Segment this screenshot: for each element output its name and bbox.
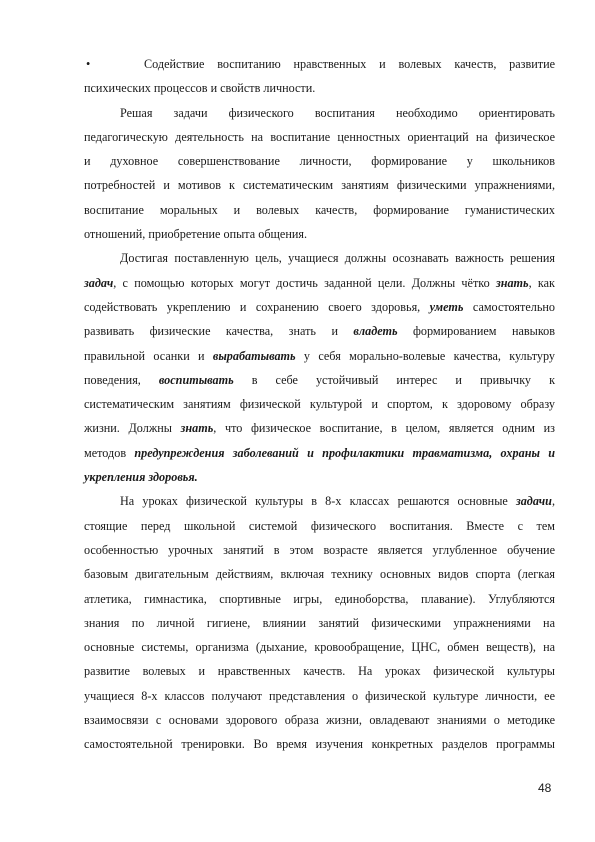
text-run: , как <box>528 275 555 290</box>
p3-line: развитие волевых и нравственных качеств. На уроках физической культуры <box>84 664 555 679</box>
bullet-text-line-1: Содействие воспитанию нравственных и волевых качеств, развитие <box>144 57 555 71</box>
text-run: поведения, <box>84 372 159 387</box>
p2-line-8 <box>84 416 555 440</box>
text-run: , <box>551 494 555 509</box>
bullet-icon: • <box>86 57 91 71</box>
p3-line: атлетика, гимнастика, спортивные игры, единоборства, плавание). Углубляются <box>84 591 555 606</box>
p1-line: потребностей и мотивов к систематическим занятиям физическими упражнениями, <box>84 178 555 193</box>
emphasis-phrase: укрепления здоровья. <box>84 470 198 485</box>
text-run: жизни. Должны <box>84 421 181 436</box>
p2-line-9 <box>84 441 555 465</box>
text-run: правильной осанки и <box>84 348 213 363</box>
p3-line: самостоятельной тренировки. Во время изучения конкретных разделов программы <box>84 737 555 752</box>
bullet-item <box>84 52 555 76</box>
text-run: формированием навыков <box>397 324 555 339</box>
p1-line: Решая задачи физического воспитания необходимо ориентировать <box>120 105 555 120</box>
p1-line: отношений, приобретение опыта общения. <box>84 227 308 242</box>
p1-line: педагогическую деятельность на воспитание ценностных ориентаций на физическое <box>84 129 555 144</box>
p3-line: основные системы, организма (дыхание, кровообращение, ЦНС, обмен веществ), на <box>84 640 555 655</box>
p3-line: особенностью урочных занятий в этом возрасте является углубленное обучение <box>84 542 555 557</box>
emphasis-word: знать <box>495 275 529 290</box>
text-run: у себя морально-волевые качества, культуру <box>295 348 555 363</box>
p2-line-2 <box>84 271 555 295</box>
p3-line-1 <box>84 489 555 513</box>
p3-line: учащиеся 8-х классов получают представления о физической культуре личности, ее <box>84 688 555 703</box>
p2-line-10 <box>84 465 555 489</box>
p2-line-7: систематическим занятиям физической культурой и спортом, к здоровому образу <box>84 397 555 412</box>
document-page <box>84 52 555 757</box>
text-run: , с помощью которых могут достичь заданной цели. Должны чётко <box>113 275 496 290</box>
emphasis-word: уметь <box>429 299 464 314</box>
text-run: , что физическое воспитание, в целом, является одним из <box>213 421 555 436</box>
text-run: развивать физические качества, знать и <box>84 324 354 339</box>
bullet-text-line-2: психических процессов и свойств личности. <box>84 81 316 96</box>
text-run: содействовать укреплению и сохранению своего здоровья, <box>84 299 430 314</box>
p2-line-5 <box>84 344 555 368</box>
p1-line: воспитание моральных и волевых качеств, формирование гуманистических <box>84 202 555 217</box>
p1-line: и духовное совершенствование личности, формирование у школьников <box>84 154 555 169</box>
text-run: На уроках физической культуры в 8-х классах решаются основные <box>120 494 516 509</box>
page-number: 48 <box>538 781 552 795</box>
emphasis-word: задачи <box>515 494 552 509</box>
p3-line: взаимосвязи с основами здорового образа жизни, овладевают знаниями о методике <box>84 713 555 728</box>
emphasis-word: задач <box>84 275 114 290</box>
emphasis-phrase: предупреждения заболеваний и профилактики травматизма, охраны и <box>134 445 555 460</box>
emphasis-word: знать <box>180 421 214 436</box>
text-run: методов <box>84 445 135 460</box>
p2-line-1: Достигая поставленную цель, учащиеся должны осознавать важность решения <box>120 251 555 266</box>
text-run: самостоятельно <box>463 299 555 314</box>
emphasis-word: воспитывать <box>158 372 234 387</box>
emphasis-word: владеть <box>353 324 398 339</box>
emphasis-word: вырабатывать <box>212 348 296 363</box>
p2-line-3 <box>84 295 555 319</box>
p2-line-6 <box>84 368 555 392</box>
p3-line: знания по личной гигиене, влиянии занятий физическими упражнениями на <box>84 615 555 630</box>
text-run: в себе устойчивый интерес и привычку к <box>233 372 555 387</box>
p2-line-4 <box>84 319 555 343</box>
p3-line: стоящие перед школьной системой физического воспитания. Вместе с тем <box>84 518 555 533</box>
p3-line: базовым двигательным действиям, включая технику основных видов спорта (легкая <box>84 567 555 582</box>
